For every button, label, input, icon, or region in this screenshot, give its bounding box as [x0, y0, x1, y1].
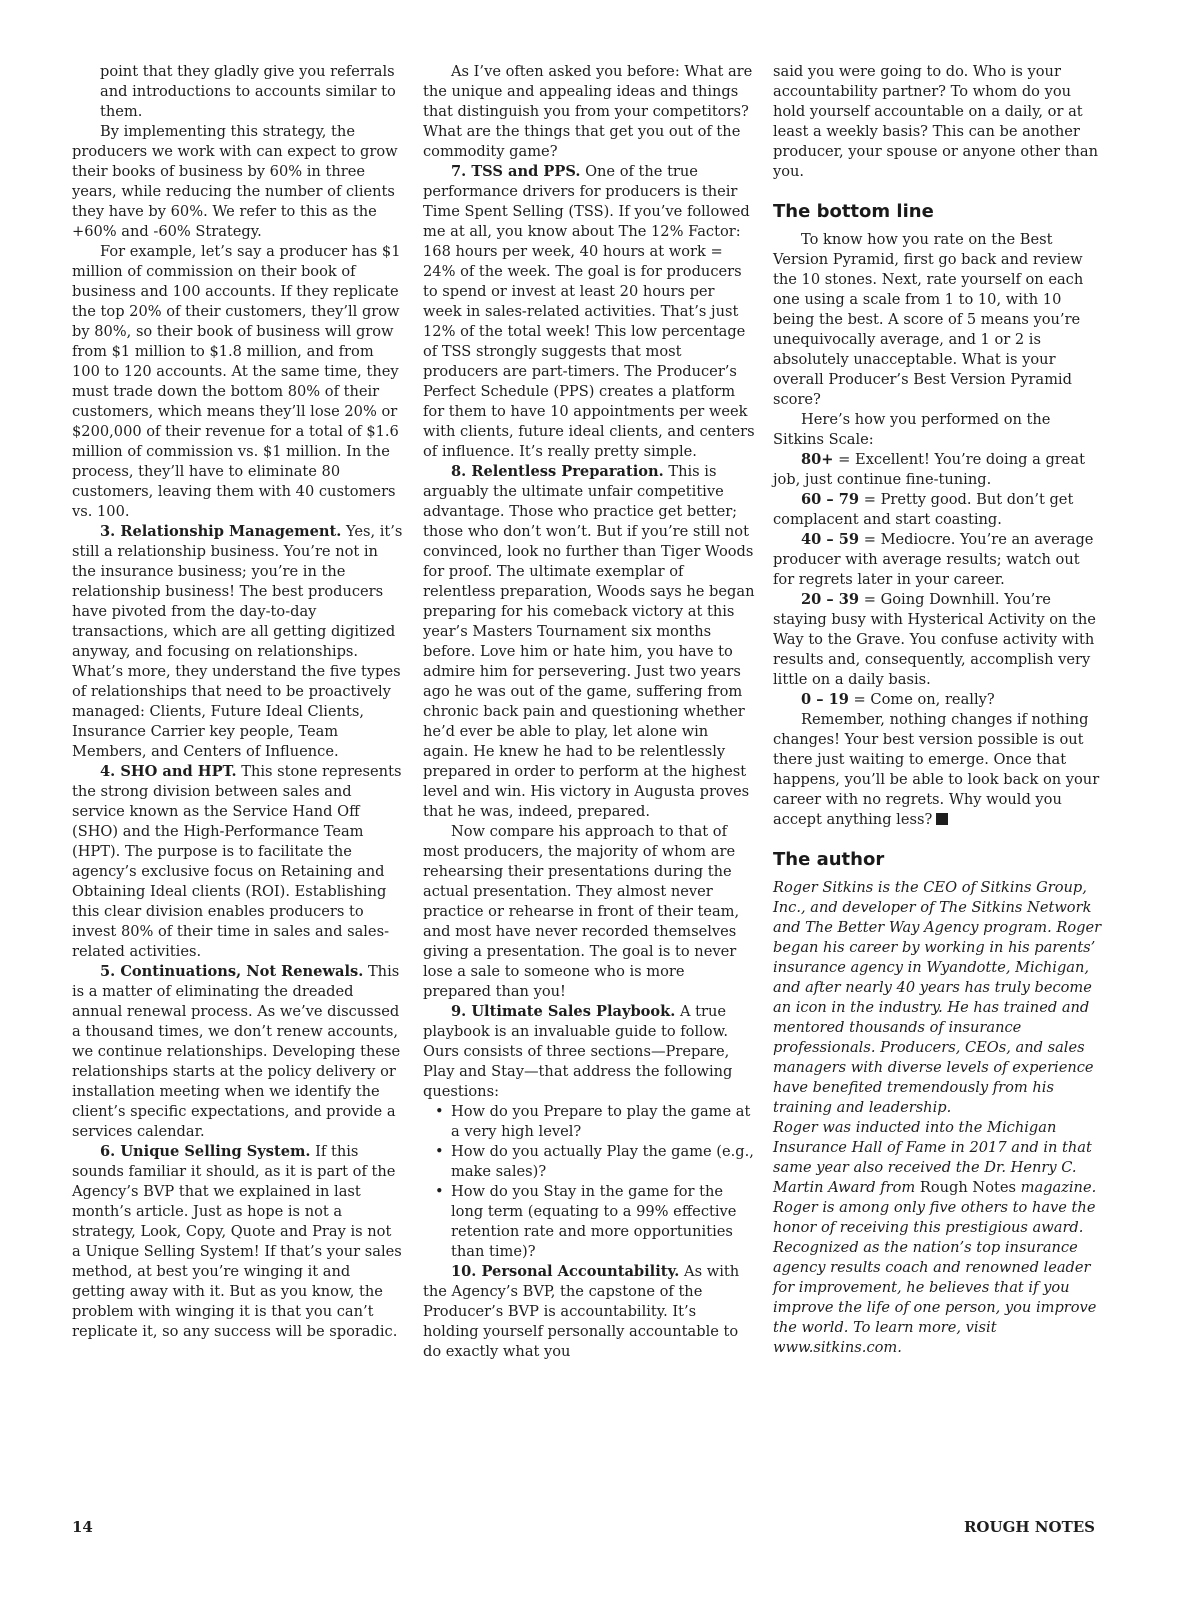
section-title: 4. SHO and HPT.	[100, 763, 237, 780]
section-3	[72, 522, 404, 762]
scale-text: = Going Downhill. You’re staying busy with Hysterical Activity on the Way to the Grave. You confuse activity with results and, consequently, accomplish very little on a daily basis.	[773, 591, 1096, 688]
column-3	[773, 62, 1105, 1358]
paragraph: point that they gladly give you referrals and introductions to accounts similar to them.	[100, 63, 396, 120]
end-mark-icon	[936, 813, 948, 825]
paragraph: Now compare his approach to that of most producers, the majority of whom are rehearsing their presentations during the actual presentation. They almost never practice or rehearse in front of their team, and most have never recorded themselves giving a presentation. The goal is to never lose a sale to someone who is more prepared than you!	[423, 823, 740, 1000]
section-body: This is arguably the ultimate unfair competitive advantage. Those who practice get better; those who don’t won’t. But if you’re still not convinced, look no further than Tiger Woods for proof. The ultimate exemplar of relentless preparation, Woods says he began preparing for his comeback victory at this year’s Masters Tournament six months before. Love him or hate him, you have to admire him for persevering. Just two years ago he was out of the game, suffering from chronic back pain and questioning whether he’d ever be able to play, let alone win again. He knew he had to be relentlessly prepared in order to perform at the highest level and win. His victory in Augusta proves that he was, indeed, prepared.	[423, 463, 755, 820]
page-number: 14	[72, 1518, 93, 1536]
paragraph: Here’s how you performed on the Sitkins Scale:	[773, 411, 1051, 448]
section-body: A true playbook is an invaluable guide to follow. Ours consists of three sections—Prepare, Play and Stay—that address the following questions:	[423, 1003, 733, 1100]
list-item-text: How do you Stay in the game for the long term (equating to a 99% effective retention rate and more opportunities than time)?	[451, 1183, 737, 1260]
paragraph: As I’ve often asked you before: What are the unique and appealing ideas and things that distinguish you from your competitors? What are the things that get you out of the commodity game?	[423, 63, 753, 160]
bullet-icon: •	[435, 1183, 444, 1200]
scale-text: = Pretty good. But don’t get complacent and start coasting.	[773, 491, 1074, 528]
scale-text: = Mediocre. You’re an average producer with average results; watch out for regrets later in your career.	[773, 531, 1094, 588]
publication-name: Rough Notes	[919, 1179, 1016, 1196]
author-paragraph: Roger Sitkins is the CEO of Sitkins Group, Inc., and developer of The Sitkins Network and The Better Way Agency program. Roger began his career by working in his parents’ insurance agency in Wyandotte, Michigan, and after nearly 40 years has truly become an icon in the industry. He has trained and mentored thousands of insurance professionals. Producers, CEOs, and sales managers with diverse levels of experience have benefited tremendously from his training and leadership.	[773, 879, 1102, 1116]
bullet-list	[423, 1102, 755, 1262]
list-item	[423, 1182, 755, 1262]
section-body: One of the true performance drivers for producers is their Time Spent Selling (TSS). If you’ve followed me at all, you know about The 12% Factor: 168 hours per week, 40 hours at work = 24% of the week. The goal is for producers to spend or invest at least 20 hours per week in sales-related activities. That’s just 12% of the total week! This low percentage of TSS strongly suggests that most producers are part-timers. The Producer’s Perfect Schedule (PPS) creates a platform for them to have 10 appointments per week with clients, future ideal clients, and centers of influence. It’s really pretty simple.	[423, 163, 755, 460]
section-9	[423, 1002, 755, 1102]
section-8	[423, 462, 755, 822]
section-body: This stone represents the strong division between sales and service known as the Service Hand Off (SHO) and the High-Performance Team (HPT). The purpose is to facilitate the agency’s exclusive focus on Retaining and Obtaining Ideal clients (ROI). Establishing this clear division enables producers to invest 80% of their time in sales and sales-related activities.	[72, 763, 402, 960]
section-title: 3. Relationship Management.	[100, 523, 342, 540]
section-body: Yes, it’s still a relationship business. You’re not in the insurance business; you’re in the relationship business! The best producers have pivoted from the day-to-day transactions, which are all getting digitized anyway, and focusing on relationships. What’s more, they understand the five types of relationships that need to be proactively managed: Clients, Future Ideal Clients, Insurance Carrier key people, Team Members, and Centers of Influence.	[72, 523, 403, 760]
list-item	[423, 1102, 755, 1142]
paragraph: said you were going to do. Who is your accountability partner? To whom do you hold yourself accountable on a daily, or at least a weekly basis? This can be another producer, your spouse or anyone other than you.	[773, 63, 1099, 180]
section-title: 10. Personal Accountability.	[451, 1263, 680, 1280]
paragraph: For example, let’s say a producer has $1 million of commission on their book of business and 100 accounts. If they replicate the top 20% of their customers, they’ll grow by 80%, so their book of business will grow from $1 million to $1.8 million, and from 100 to 120 accounts. At the same time, they must trade down the bottom 80% of their customers, which means they’ll lose 20% or $200,000 of their revenue for a total of $1.6 million of commission vs. $1 million. In the process, they’ll have to eliminate 80 customers, leaving them with 40 customers vs. 100.	[72, 243, 401, 520]
section-title: 6. Unique Selling System.	[100, 1143, 311, 1160]
scale-range: 0 – 19	[801, 691, 849, 708]
paragraph: By implementing this strategy, the producers we work with can expect to grow their books of business by 60% in three years, while reducing the number of clients they have by 60%. We refer to this as the +60% and -60% Strategy.	[72, 123, 398, 240]
bullet-icon: •	[435, 1143, 444, 1160]
paragraph: To know how you rate on the Best Version Pyramid, first go back and review the 10 stones. Next, rate yourself on each one using a scale from 1 to 10, with 10 being the best. A score of 5 means you’re unequivocally average, and 1 or 2 is absolutely unacceptable. What is your overall Producer’s Best Version Pyramid score?	[773, 231, 1084, 408]
section-7	[423, 162, 755, 462]
scale-range: 40 – 59	[801, 531, 860, 548]
section-body: As with the Agency’s BVP, the capstone of the Producer’s BVP is accountability. It’s holding yourself personally accountable to do exactly what you	[423, 1263, 740, 1360]
list-item	[423, 1142, 755, 1182]
paragraph-text: Remember, nothing changes if nothing changes! Your best version possible is out there just waiting to emerge. Once that happens, you’ll be able to look back on your career with no regrets. Why would you accept anything less?	[773, 711, 1100, 828]
section-title: 8. Relentless Preparation.	[451, 463, 664, 480]
section-title: 7. TSS and PPS.	[451, 163, 581, 180]
author-text: Roger was inducted into the Michigan Insurance Hall of Fame in 2017 and in that same year also received the Dr. Henry C. Martin Award from	[773, 1119, 1092, 1196]
author-bio	[773, 878, 1105, 1358]
section-body: If this sounds familiar it should, as it is part of the Agency’s BVP that we explained in last month’s article. Just as hope is not a strategy, Look, Copy, Quote and Pray is not a Unique Selling System! If that’s your sales method, at best you’re winging it and getting away with it. But as you know, the problem with winging it is that you can’t replicate it, so any success will be sporadic.	[72, 1143, 402, 1340]
author-paragraph	[773, 1118, 1105, 1238]
scale-text: = Excellent! You’re doing a great job, just continue fine-tuning.	[773, 451, 1085, 488]
list-item-text: How do you actually Play the game (e.g., make sales)?	[451, 1143, 754, 1180]
scale-item	[773, 690, 1105, 710]
scale-range: 80+	[801, 451, 834, 468]
author-text: magazine. Roger is among only five others to have the honor of receiving this prestigious award.	[773, 1179, 1097, 1236]
section-body: This is a matter of eliminating the dreaded annual renewal process. As we’ve discussed a thousand times, we don’t renew accounts, we continue relationships. Developing these relationships starts at the policy delivery or installation meeting when we identify the client’s specific expectations, and provide a services calendar.	[72, 963, 401, 1140]
section-6	[72, 1142, 404, 1342]
section-title: 5. Continuations, Not Renewals.	[100, 963, 364, 980]
section-10	[423, 1262, 755, 1362]
section-title: 9. Ultimate Sales Playbook.	[451, 1003, 676, 1020]
scale-item	[773, 530, 1105, 590]
scale-text: = Come on, really?	[848, 691, 995, 708]
column-1	[72, 62, 404, 1342]
scale-range: 20 – 39	[801, 591, 860, 608]
scale-item	[773, 490, 1105, 530]
section-4	[72, 762, 404, 962]
author-paragraph: Recognized as the nation’s top insurance agency results coach and renowned leader for improvement, he believes that if you improve the life of one person, you improve the world. To learn more, visit www.sitkins.com.	[773, 1239, 1097, 1356]
bullet-icon: •	[435, 1103, 444, 1120]
author-heading: The author	[773, 849, 885, 870]
list-item-text: How do you Prepare to play the game at a very high level?	[451, 1103, 751, 1140]
scale-item	[773, 450, 1105, 490]
magazine-name: ROUGH NOTES	[963, 1518, 1095, 1536]
paragraph	[773, 710, 1105, 830]
scale-range: 60 – 79	[801, 491, 860, 508]
column-2	[423, 62, 755, 1362]
section-5	[72, 962, 404, 1142]
scale-item	[773, 590, 1105, 690]
bottom-line-heading: The bottom line	[773, 201, 934, 222]
